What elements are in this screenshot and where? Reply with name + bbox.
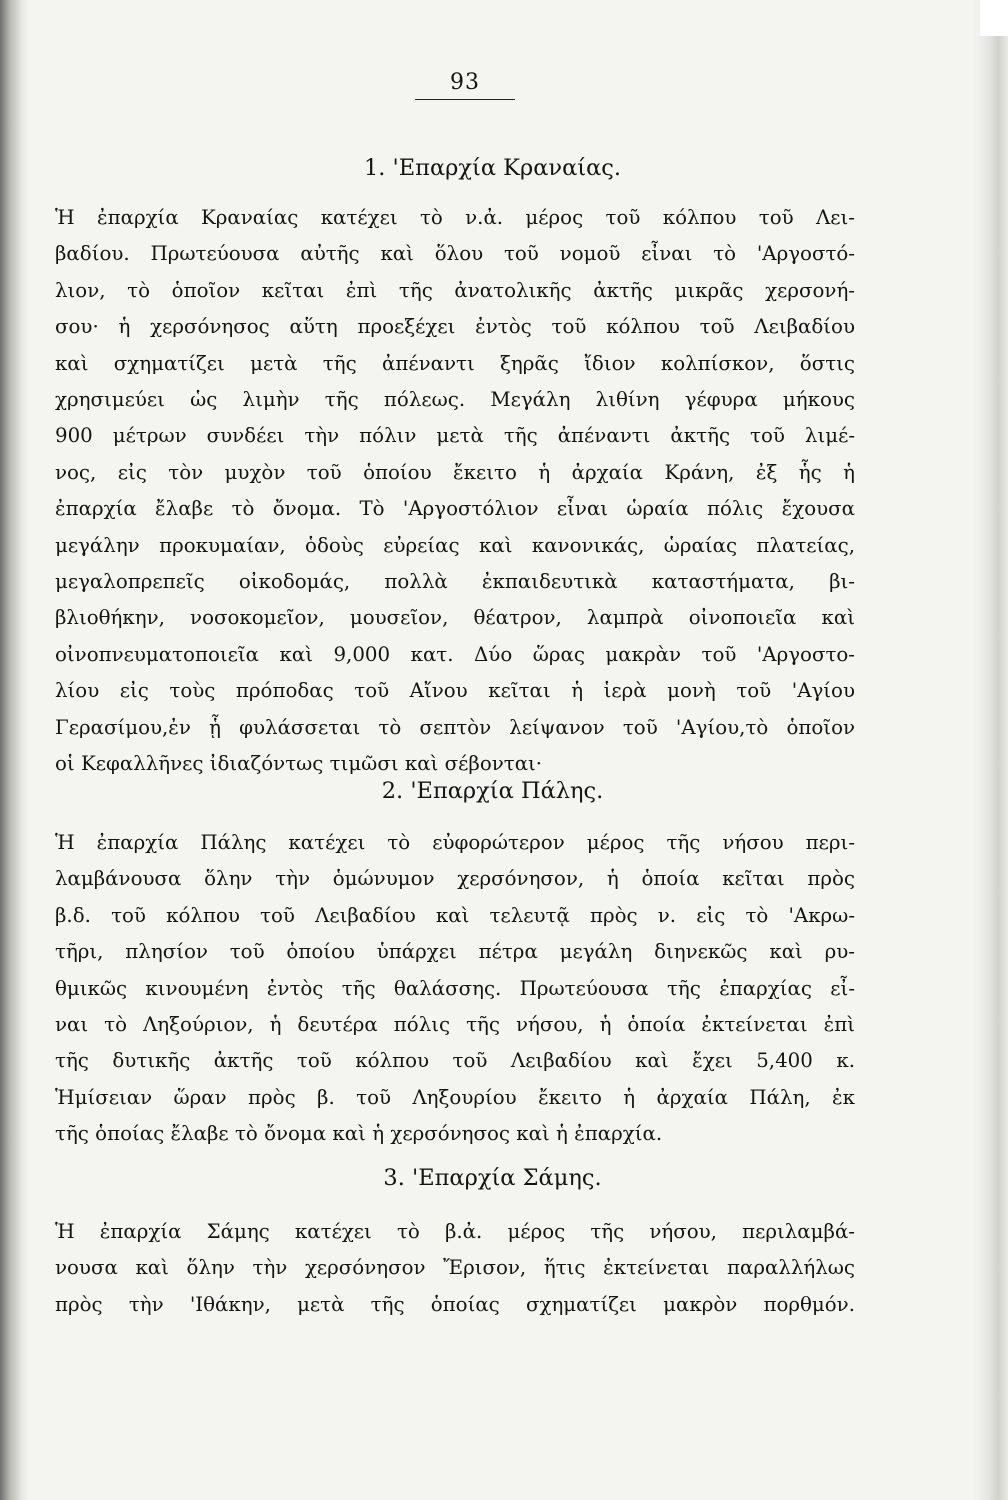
paragraph bbox=[55, 825, 855, 1153]
section-heading: 1. 'Επαρχία Κραναίας. bbox=[363, 155, 622, 181]
text-line: Ἡμίσειαν ὥραν πρὸς β. τοῦ Ληξουρίου ἔκειτο ἡ ἀρχαία Πάλη, ἐκ bbox=[55, 1085, 855, 1109]
page-number: 93 bbox=[415, 70, 515, 100]
text-line: τῆς δυτικῆς ἀκτῆς τοῦ κόλπου τοῦ Λειβαδίου καὶ ἔχει 5,400 κ. bbox=[55, 1049, 855, 1073]
text-line: οἱ Κεφαλλῆνες ἰδιαζόντως τιμῶσι καὶ σέβονται· bbox=[55, 752, 543, 776]
text-line: τῆς ὁποίας ἔλαβε τὸ ὄνομα καὶ ἡ χερσόνησος καὶ ἡ ἐπαρχία. bbox=[55, 1122, 663, 1146]
text-line: ναι τὸ Ληξούριον, ἡ δευτέρα πόλις τῆς νήσου, ἡ ὁποία ἐκτείνεται ἐπὶ bbox=[55, 1013, 855, 1037]
text-line: βαδίου. Πρωτεύουσα αὐτῆς καὶ ὅλου τοῦ νομοῦ εἶναι τὸ 'Αργοστό- bbox=[55, 242, 855, 266]
section-heading: 2. 'Επαρχία Πάλης. bbox=[381, 778, 604, 804]
page-corner bbox=[980, 0, 1008, 36]
text-line: τῆρι, πλησίον τοῦ ὁποίου ὑπάρχει πέτρα μεγάλη διηνεκῶς καὶ ρυ- bbox=[55, 940, 855, 964]
text-line: πρὸς τὴν 'Ιθάκην, μετὰ τῆς ὁποίας σχηματίζει μακρὸν πορθμόν. bbox=[55, 1292, 855, 1316]
text-line: Ἡ ἐπαρχία Κραναίας κατέχει τὸ ν.ἀ. μέρος τοῦ κόλπου τοῦ Λει- bbox=[55, 206, 855, 229]
text-line: νος, εἰς τὸν μυχὸν τοῦ ὁποίου ἔκειτο ἡ ἀρχαία Κράνη, ἐξ ἧς ἡ bbox=[55, 460, 855, 484]
text-line: χρησιμεύει ὡς λιμὴν τῆς πόλεως. Μεγάλη λιθίνη γέφυρα μήκους bbox=[55, 388, 855, 412]
text-line: σου· ἡ χερσόνησος αὕτη προεξέχει ἐντὸς τοῦ κόλπου τοῦ Λειβαδίου bbox=[55, 315, 855, 339]
text-line: μεγάλην προκυμαίαν, ὁδοὺς εὐρείας καὶ κανονικάς, ὡραίας πλατείας, bbox=[55, 533, 855, 557]
text-line: 900 μέτρων συνδέει τὴν πόλιν μετὰ τῆς ἀπέναντι ἀκτῆς τοῦ λιμέ- bbox=[55, 424, 855, 448]
text-line: λίου εἰς τοὺς πρόποδας τοῦ Αἴνου κεῖται ἡ ἱερὰ μονὴ τοῦ 'Αγίου bbox=[55, 679, 855, 703]
text-line: νουσα καὶ ὅλην τὴν χερσόνησον Ἔρισον, ἥτις ἐκτείνεται παραλλήλως bbox=[55, 1256, 855, 1280]
page-edge-shadow bbox=[974, 0, 1008, 1500]
paragraph bbox=[55, 1214, 855, 1323]
text-line: θμικῶς κινουμένη ἐντὸς τῆς θαλάσσης. Πρωτεύουσα τῆς ἐπαρχίας εἶ- bbox=[55, 976, 855, 1000]
text-line: καὶ σχηματίζει μετὰ τῆς ἀπέναντι ξηρᾶς ἴδιον κολπίσκον, ὅστις bbox=[55, 351, 855, 375]
section-heading: 3. 'Επαρχία Σάμης. bbox=[383, 1165, 602, 1191]
text-line: Ἡ ἐπαρχία Σάμης κατέχει τὸ β.ἀ. μέρος τῆς νήσου, περιλαμβά- bbox=[55, 1220, 855, 1243]
text-line: λιον, τὸ ὁποῖον κεῖται ἐπὶ τῆς ἀνατολικῆς ἀκτῆς μικρᾶς χερσονή- bbox=[55, 278, 855, 302]
book-spine-shadow bbox=[0, 0, 30, 1500]
paragraph bbox=[55, 200, 855, 783]
text-line: οἰνοπνευματοποιεῖα καὶ 9,000 κατ. Δύο ὥρας μακρὰν τοῦ 'Αργοστο- bbox=[55, 642, 855, 666]
text-line: ἐπαρχία ἔλαβε τὸ ὄνομα. Τὸ 'Αργοστόλιον εἶναι ὡραία πόλις ἔχουσα bbox=[55, 497, 855, 521]
text-line: μεγαλοπρεπεῖς οἰκοδομάς, πολλὰ ἐκπαιδευτικὰ καταστήματα, βι- bbox=[55, 570, 855, 594]
text-line: Ἡ ἐπαρχία Πάλης κατέχει τὸ εὐφορώτερον μέρος τῆς νήσου περι- bbox=[55, 831, 855, 854]
text-line: βλιοθήκην, νοσοκομεῖον, μουσεῖον, θέατρον, λαμπρὰ οἰνοποιεῖα καὶ bbox=[55, 606, 855, 630]
text-line: Γερασίμου,ἐν ᾗ φυλάσσεται τὸ σεπτὸν λείψανον τοῦ 'Αγίου,τὸ ὁποῖον bbox=[55, 715, 855, 739]
text-line: λαμβάνουσα ὅλην τὴν ὁμώνυμον χερσόνησον, ἡ ὁποία κεῖται πρὸς bbox=[55, 867, 855, 891]
text-line: β.δ. τοῦ κόλπου τοῦ Λειβαδίου καὶ τελευτᾷ πρὸς ν. εἰς τὸ 'Ακρω- bbox=[55, 903, 855, 927]
